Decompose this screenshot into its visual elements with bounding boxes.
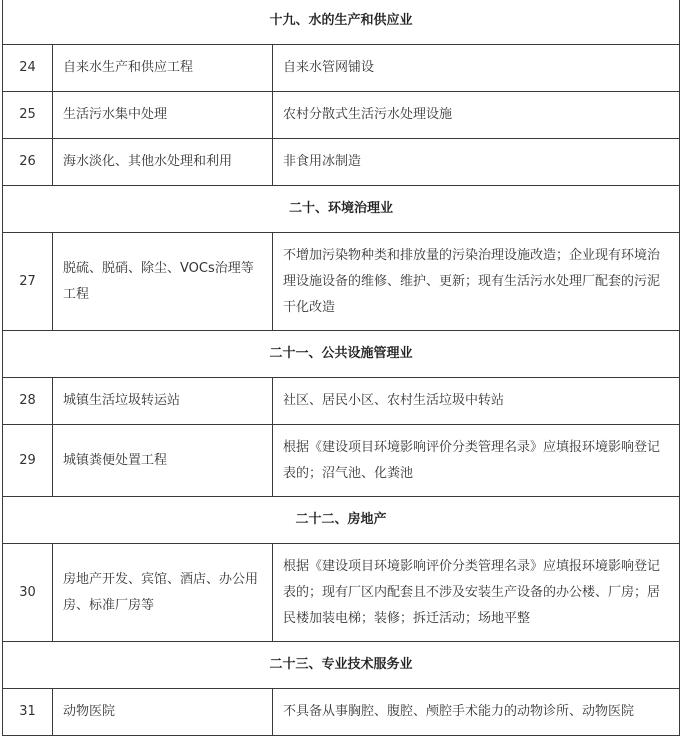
row-number: 28 bbox=[3, 378, 53, 425]
project-scope: 农村分散式生活污水处理设施 bbox=[273, 92, 680, 139]
section-header-row bbox=[3, 497, 680, 544]
row-number: 26 bbox=[3, 139, 53, 186]
category-table bbox=[2, 0, 680, 736]
project-name: 自来水生产和供应工程 bbox=[53, 45, 273, 92]
table-row bbox=[3, 689, 680, 736]
table-row bbox=[3, 233, 680, 331]
project-name: 动物医院 bbox=[53, 689, 273, 736]
row-number: 30 bbox=[3, 544, 53, 642]
project-name: 脱硫、脱硝、除尘、VOCs治理等工程 bbox=[53, 233, 273, 331]
project-scope: 社区、居民小区、农村生活垃圾中转站 bbox=[273, 378, 680, 425]
section-title: 二十一、公共设施管理业 bbox=[3, 331, 680, 378]
section-header-row bbox=[3, 642, 680, 689]
project-scope: 根据《建设项目环境影响评价分类管理名录》应填报环境影响登记表的；现有厂区内配套且不涉及安装生产设备的办公楼、厂房；居民楼加装电梯；装修；拆迁活动；场地平整 bbox=[273, 544, 680, 642]
row-number: 24 bbox=[3, 45, 53, 92]
project-scope: 根据《建设项目环境影响评价分类管理名录》应填报环境影响登记表的；沼气池、化粪池 bbox=[273, 425, 680, 497]
section-title: 二十、环境治理业 bbox=[3, 186, 680, 233]
project-name: 城镇粪便处置工程 bbox=[53, 425, 273, 497]
table-row bbox=[3, 45, 680, 92]
table-row bbox=[3, 92, 680, 139]
table-row bbox=[3, 139, 680, 186]
project-name: 海水淡化、其他水处理和利用 bbox=[53, 139, 273, 186]
section-title: 十九、水的生产和供应业 bbox=[3, 0, 680, 45]
row-number: 27 bbox=[3, 233, 53, 331]
section-title: 二十二、房地产 bbox=[3, 497, 680, 544]
project-name: 房地产开发、宾馆、酒店、办公用房、标准厂房等 bbox=[53, 544, 273, 642]
table-row bbox=[3, 378, 680, 425]
project-scope: 自来水管网铺设 bbox=[273, 45, 680, 92]
row-number: 25 bbox=[3, 92, 53, 139]
section-header-row bbox=[3, 186, 680, 233]
section-header-row bbox=[3, 0, 680, 45]
table-row bbox=[3, 544, 680, 642]
table-row bbox=[3, 425, 680, 497]
project-scope: 非食用冰制造 bbox=[273, 139, 680, 186]
project-scope: 不增加污染物种类和排放量的污染治理设施改造；企业现有环境治理设施设备的维修、维护、更新；现有生活污水处理厂配套的污泥干化改造 bbox=[273, 233, 680, 331]
row-number: 31 bbox=[3, 689, 53, 736]
project-scope: 不具备从事胸腔、腹腔、颅腔手术能力的动物诊所、动物医院 bbox=[273, 689, 680, 736]
section-header-row bbox=[3, 331, 680, 378]
project-name: 生活污水集中处理 bbox=[53, 92, 273, 139]
row-number: 29 bbox=[3, 425, 53, 497]
section-title: 二十三、专业技术服务业 bbox=[3, 642, 680, 689]
project-name: 城镇生活垃圾转运站 bbox=[53, 378, 273, 425]
